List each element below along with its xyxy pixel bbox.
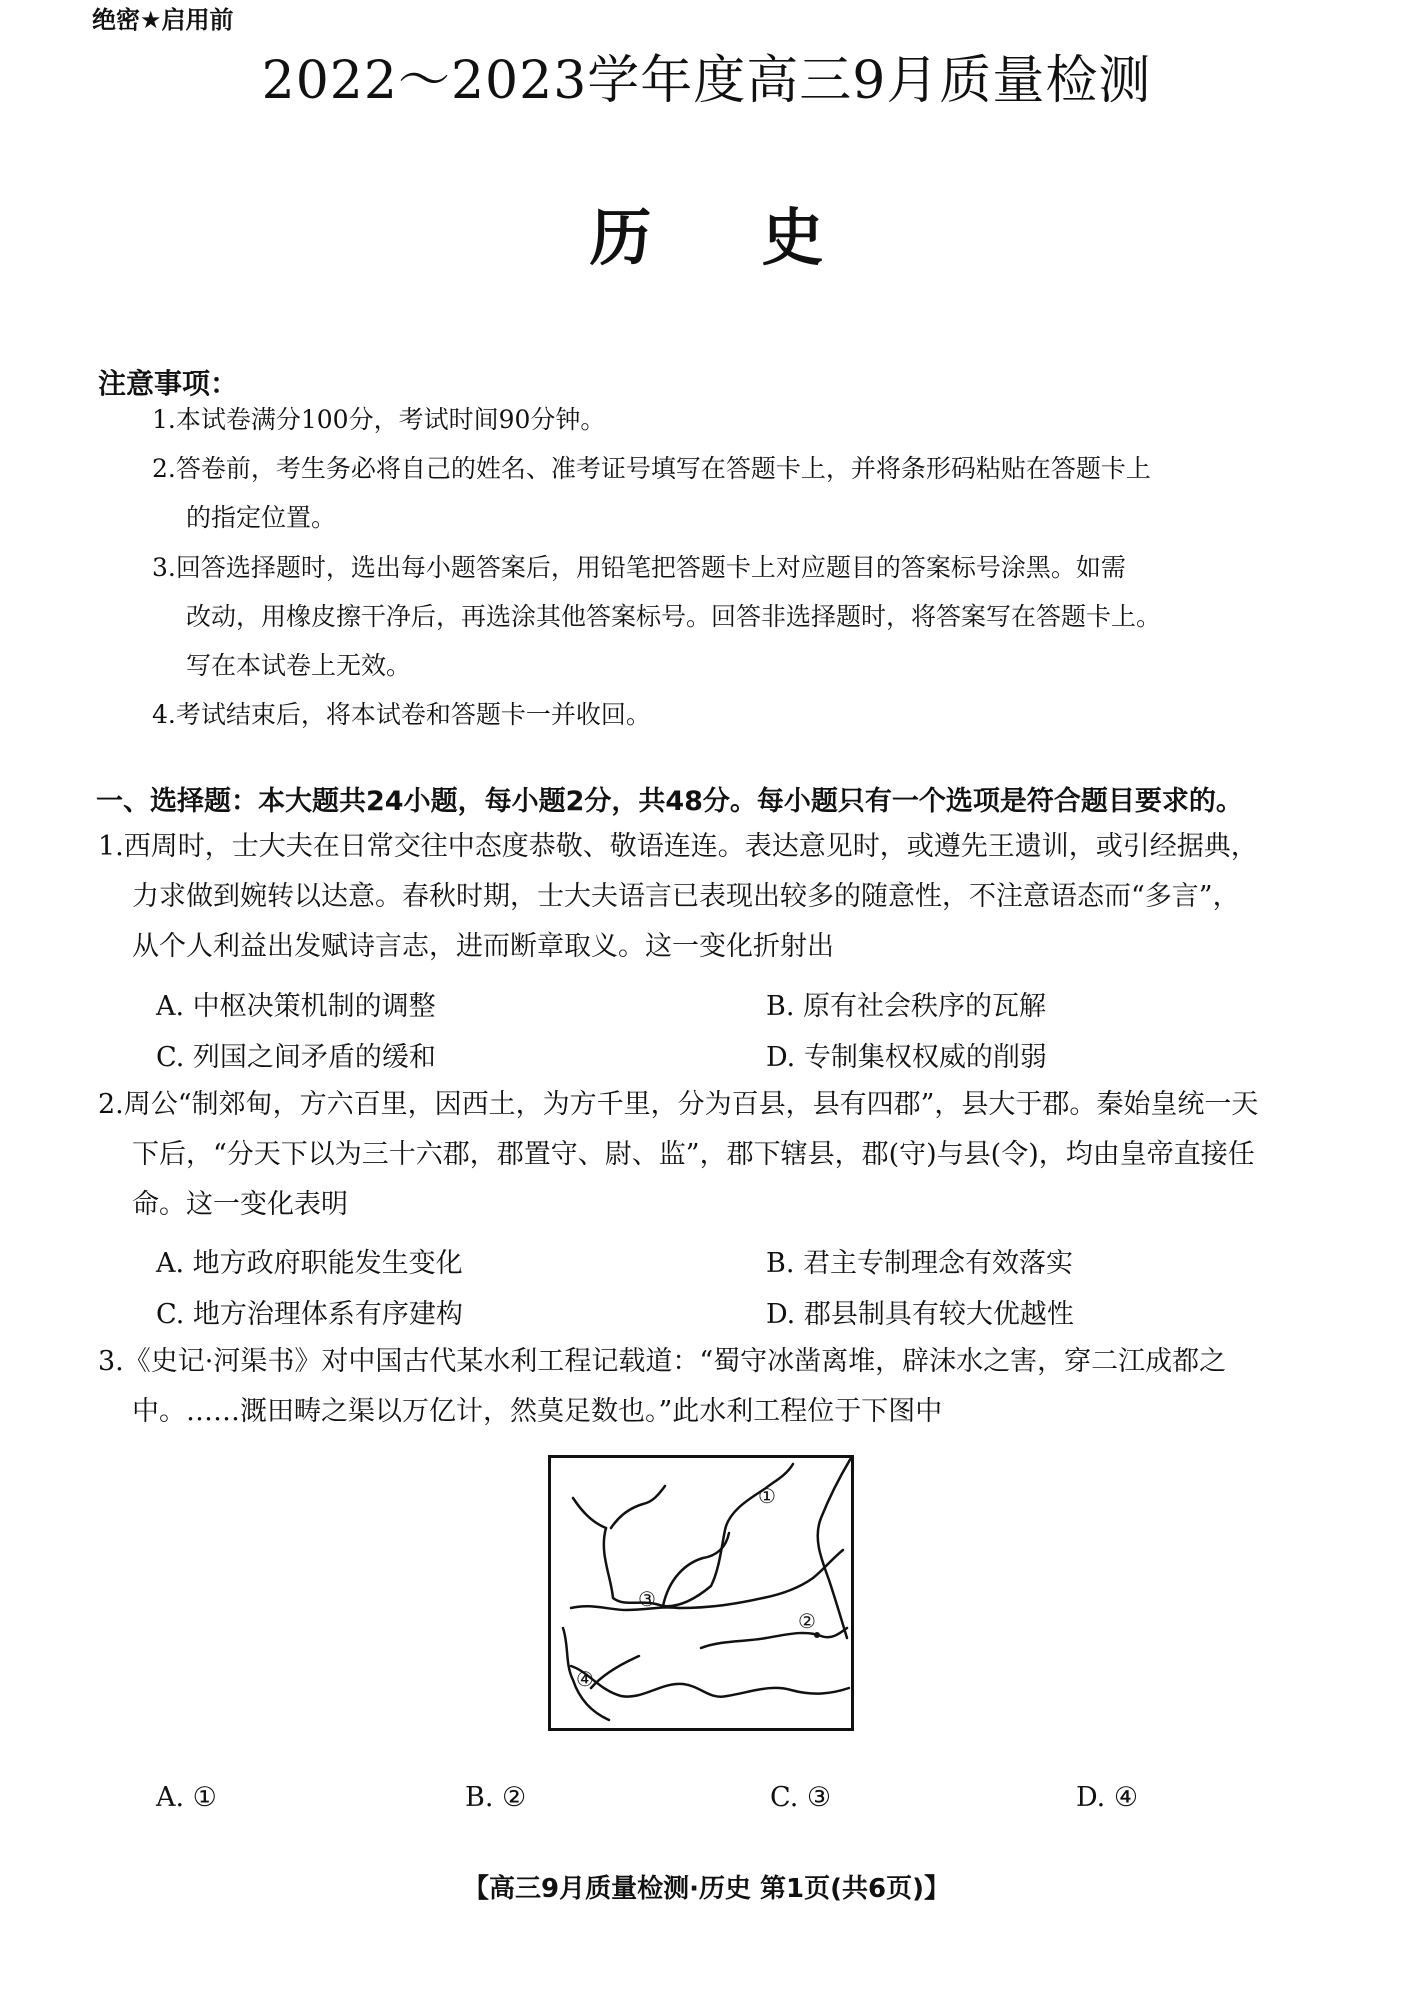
question-line: 西周时，士大夫在日常交往中态度恭敬、敬语连连。表达意见时，或遵先王遗训，或引经据典， xyxy=(123,831,1258,862)
notice-line: 写在本试卷上无效。 xyxy=(186,651,412,680)
wei-river xyxy=(571,1606,679,1610)
question-number: 2. xyxy=(98,1089,124,1120)
coastline xyxy=(818,1458,851,1638)
notice-item-3 xyxy=(152,543,1332,690)
notice-item-1 xyxy=(152,395,1332,444)
location-dot xyxy=(814,1632,820,1638)
footer-page-number: 第1页(共6页)】 xyxy=(760,1874,950,1904)
question-2 xyxy=(98,1080,1338,1230)
q3-option-d: D. ④ xyxy=(1076,1782,1139,1813)
subject-title: 历史 xyxy=(589,201,934,274)
huai-river xyxy=(701,1628,847,1648)
exam-title: 2022～2023学年度高三9月质量检测 xyxy=(261,51,1152,111)
q2-option-b: B. 君主专制理念有效落实 xyxy=(766,1248,1074,1279)
notice-num: 1. xyxy=(152,405,176,434)
notice-heading: 注意事项： xyxy=(98,367,239,400)
upper-tributary xyxy=(611,1486,665,1528)
question-3 xyxy=(98,1337,1338,1437)
question-line: 下后，“分天下以为三十六郡，郡置守、尉、监”，郡下辖县，郡(守)与县(令)，均由皇帝直接任 xyxy=(132,1139,1255,1170)
q1-option-a: A. 中枢决策机制的调整 xyxy=(156,991,436,1022)
q3-option-b: B. ② xyxy=(465,1782,527,1813)
map-label-3: ③ xyxy=(638,1587,656,1611)
notice-num: 3. xyxy=(152,553,176,582)
section-heading: 一、选择题：本大题共24小题，每小题2分，共48分。每小题只有一个选项是符合题目要求的。 xyxy=(96,786,1243,817)
question-line: 从个人利益出发赋诗言志，进而断章取义。这一变化折射出 xyxy=(132,931,834,962)
secret-label: 绝密★启用前 xyxy=(92,6,234,34)
notice-line: 答卷前，考生务必将自己的姓名、准考证号填写在答题卡上，并将条形码粘贴在答题卡上 xyxy=(175,454,1151,483)
q2-option-a: A. 地方政府职能发生变化 xyxy=(156,1248,463,1279)
question-number: 1. xyxy=(98,831,124,862)
q1-option-c: C. 列国之间矛盾的缓和 xyxy=(156,1042,436,1073)
river-map-svg xyxy=(551,1458,851,1728)
notice-line: 本试卷满分100分，考试时间90分钟。 xyxy=(175,405,606,434)
notice-line: 回答选择题时，选出每小题答案后，用铅笔把答题卡上对应题目的答案标号涂黑。如需 xyxy=(175,553,1126,582)
footer-label: 【高三9月质量检测·历史 xyxy=(463,1874,751,1904)
question-line: 周公“制郊甸，方六百里，因西土，为方千里，分为百县，县有四郡”，县大于郡。秦始皇统一天 xyxy=(123,1089,1259,1120)
q2-option-d: D. 郡县制具有较大优越性 xyxy=(766,1299,1074,1330)
map-label-4: ④ xyxy=(576,1667,594,1691)
map-label-2: ② xyxy=(798,1609,816,1633)
question-line: 中。……溉田畴之渠以万亿计，然莫足数也。”此水利工程位于下图中 xyxy=(132,1396,943,1427)
page-footer xyxy=(0,1868,1413,1905)
river-map xyxy=(548,1455,854,1731)
question-line: 《史记·河渠书》对中国古代某水利工程记载道：“蜀守冰凿离堆，辟沫水之害，穿二江成都之 xyxy=(123,1346,1227,1377)
q3-option-c: C. ③ xyxy=(770,1782,832,1813)
q3-option-a: A. ① xyxy=(156,1782,217,1813)
q1-option-d: D. 专制集权权威的削弱 xyxy=(766,1042,1047,1073)
yellow-river-bend xyxy=(663,1533,729,1606)
question-number: 3. xyxy=(98,1346,124,1377)
map-label-1: ① xyxy=(758,1484,776,1508)
notice-line: 考试结束后，将本试卷和答题卡一并收回。 xyxy=(175,700,651,729)
notice-num: 4. xyxy=(152,700,176,729)
notice-num: 2. xyxy=(152,454,176,483)
question-line: 命。这一变化表明 xyxy=(132,1189,348,1220)
notice-line: 改动，用橡皮擦干净后，再选涂其他答案标号。回答非选择题时，将答案写在答题卡上。 xyxy=(186,602,1162,631)
notice-item-2 xyxy=(152,444,1332,542)
q1-option-b: B. 原有社会秩序的瓦解 xyxy=(766,991,1047,1022)
question-line: 力求做到婉转以达意。春秋时期，士大夫语言已表现出较多的随意性，不注意语态而“多言”， xyxy=(132,881,1240,912)
west-edge-river xyxy=(573,1498,606,1528)
notice-line: 的指定位置。 xyxy=(186,503,337,532)
notice-item-4 xyxy=(152,690,1332,739)
question-1 xyxy=(98,822,1338,972)
q2-option-c: C. 地方治理体系有序建构 xyxy=(156,1299,463,1330)
